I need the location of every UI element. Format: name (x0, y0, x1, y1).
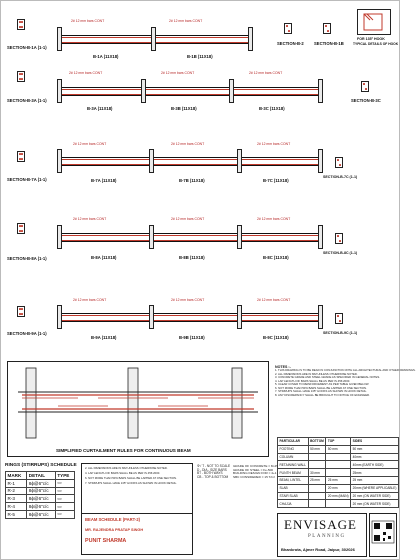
note-line: 6. NOT MORE THAN 50% BARS SHALL BE LAPPED AT ONE SECTION. (275, 385, 367, 390)
title-block (81, 513, 193, 555)
rebar-callout: 2# 12 mm bars CONT (73, 142, 107, 146)
section-label: SECTION-B-7A (1-1) (7, 177, 47, 182)
column-support (248, 27, 253, 51)
note-line: 7. STIRRUPS SHALL HAVE 135° HOOKS AS SHOWN IN HOOK DETAIL. (85, 481, 177, 485)
span-label: B-3B (11X18) (171, 106, 197, 111)
firm-tagline: PLANNING (308, 534, 346, 539)
table-cell: 8ϕ@6"c/c (27, 479, 56, 487)
top-rebar (61, 159, 319, 160)
table-row (6, 510, 75, 518)
column-support (237, 305, 242, 329)
section-detail (335, 233, 343, 244)
rebar-callout: 2# 12 mm bars CONT (171, 298, 205, 302)
note-line: 2. ALL DIMENSIONS ARE IN MM UNLESS OTHERWISE NOTED. (275, 371, 358, 376)
bottom-rebar (61, 320, 319, 321)
table-cell: 20mm (WHERE APPLICABLE) (352, 486, 397, 491)
table-cell: 25 mm (351, 476, 399, 484)
span-label: B-9C (11X18) (263, 335, 289, 340)
table-cell: R-2 (6, 487, 27, 495)
table-cell: 40mm (EARTH SIDE) (351, 461, 399, 469)
section-label: SECTION-B-3C (351, 98, 381, 103)
note-line: 2. ALL DIMENSIONS ARE IN MM UNLESS OTHERWISE NOTED. (85, 466, 168, 470)
column-support (318, 225, 323, 249)
table-cell: FOOTING (278, 445, 309, 453)
section-label: SECTION-B-8A (1-1) (7, 256, 47, 261)
symbol-line: BT - BOTH WAYS (197, 471, 223, 475)
table-cell (308, 500, 326, 508)
client-name: PUNIT SHARMA (85, 538, 127, 544)
section-label: SECTION-B-9C (1-1) (323, 331, 358, 335)
sheet-title: BEAM SCHEDULE (PART-2) (85, 517, 141, 522)
symbol-line: D - DIA - SIZE BARS (197, 467, 227, 472)
column-support (149, 225, 154, 249)
span-label: B-8B (11X18) (179, 255, 205, 260)
span-label: B-1B (11X18) (187, 54, 213, 59)
rebar-callout: 2# 12 mm bars CONT (257, 142, 291, 146)
column-support (57, 305, 62, 329)
section-detail (17, 19, 25, 30)
stirrup-type-icon: ▭ (55, 487, 74, 495)
table-header: TOP (326, 438, 351, 446)
section-label: SECTION-B-7C (1-1) (323, 175, 358, 179)
table-cell: R-3 (6, 495, 27, 503)
table-cell: 8ϕ@6"c/c (27, 495, 56, 503)
section-detail (284, 23, 292, 34)
span-label: B-8C (11X18) (263, 255, 289, 260)
table-cell (326, 469, 351, 477)
table-row (278, 484, 399, 492)
rebar-callout: 2# 12 mm bars CONT (257, 298, 291, 302)
hook-icon (358, 10, 390, 34)
symbol-line: Φ / T - NOT TO SCALE (197, 464, 231, 468)
firm-address: Bhankrota, Ajmer Road, Jaipur, 302026 (281, 547, 355, 552)
hook-title: FOR 135° HOOK (357, 37, 385, 41)
bottom-rebar (61, 240, 319, 241)
note-line: 4. LAP LENGTH OF BARS SHALL BE AS PER IS 456:2000. (85, 471, 161, 475)
grade-line: SBC CONSIDERED = 15 T/m² (233, 474, 275, 479)
note-line: 7. STIRRUPS SHALL HAVE 135° HOOKS AS SHOWN IN HOOK DETAIL. (275, 389, 367, 393)
table-row (6, 503, 75, 511)
rebar-callout: 2# 12 mm bars CONT (171, 142, 205, 146)
table-cell (326, 500, 351, 508)
note-line: 3. CONCRETE GRADE AND STEEL GRADE AS SPECIFIED IN GENERAL NOTES. (275, 375, 381, 379)
table-cell (308, 484, 326, 492)
table-header: PARTICULAR (278, 438, 309, 446)
span-label: B-9B (11X18) (179, 335, 205, 340)
table-cell (308, 453, 326, 461)
grade-line: GRADE OF CONCRETE = M-25 (233, 464, 278, 468)
table-row (6, 487, 75, 495)
table-cell: PLINTH BEAM (278, 469, 309, 477)
span-label: B-3A (11X18) (87, 106, 113, 111)
note-line: 5. CLEAR COVER TO REINFORCEMENT AS PER TABLE GIVEN BELOW. (275, 382, 370, 386)
table-header: TYPE (55, 472, 74, 480)
ring-schedule-table (5, 471, 75, 519)
column-support (229, 79, 234, 103)
section-detail (17, 71, 25, 82)
qr-code-icon (371, 520, 395, 544)
table-row (278, 453, 399, 461)
section-detail (17, 223, 25, 234)
column-support (151, 27, 156, 51)
column-support (57, 27, 62, 51)
table-cell (308, 492, 326, 500)
table-row (278, 492, 399, 500)
clear-cover-table (277, 437, 399, 508)
grade-line: BUILDING DESIGN FOR = 4+1 (233, 471, 277, 475)
table-cell: COLUMN (278, 453, 309, 461)
span-label: B-7C (11X18) (263, 178, 289, 183)
curtailment-title: SIMPLIFIED CURTAILMENT RULES FOR CONTINUOUS BEAM (56, 448, 191, 453)
qr-block (369, 513, 397, 557)
table-cell: 8ϕ@6"c/c (27, 487, 56, 495)
table-cell: RETAINING WALL (279, 462, 307, 467)
section-label: SECTION-B-8C (1-1) (323, 251, 358, 255)
ring-schedule-title: RINGS (STIRRUPS) SCHEDULE (5, 463, 77, 468)
section-label: SECTION-B-1B (314, 41, 344, 46)
rebar-callout: 2# 12 mm bars CONT (73, 217, 107, 221)
note-line: 4. LAP LENGTH OF BARS SHALL BE AS PER IS 456:2000. (275, 378, 351, 383)
table-header: BOTTOM (310, 439, 324, 444)
span-label: B-7A (11X18) (91, 178, 117, 183)
bottom-rebar (61, 164, 319, 165)
span-label: B-8A (11X18) (91, 255, 117, 260)
column-support (149, 305, 154, 329)
table-cell: SLAB (278, 484, 309, 492)
column-support (149, 149, 154, 173)
table-header: DETAIL (27, 472, 56, 480)
column-support (57, 149, 62, 173)
section-detail (323, 23, 331, 34)
symbol-line: CB - TOP & BOTTOM (197, 474, 229, 479)
table-cell: 50 mm (326, 445, 351, 453)
rebar-callout: 2# 12 mm bars CONT (161, 71, 195, 75)
table-cell: STAIR SLAB (278, 492, 309, 500)
section-label: SECTION-B-3A (1-1) (7, 98, 47, 103)
span-label: B-7B (11X18) (179, 178, 205, 183)
general-notes (275, 365, 416, 397)
note-line: 6. NOT MORE THAN 50% BARS SHALL BE LAPPED AT ONE SECTION. (85, 476, 177, 480)
table-cell: 50 mm (351, 445, 399, 453)
table-cell: 20 mm (MAIN) (327, 493, 349, 498)
table-cell: 25mm (351, 469, 399, 477)
hook-subtitle: TYPICAL DETAILS OF HOOK (353, 42, 399, 46)
table-cell: 30 mm (308, 469, 326, 477)
table-cell: R-5 (6, 510, 27, 518)
project-name: MR. RAJENDRA PRATAP SINGH (85, 528, 144, 532)
span-label: B-3C (11X18) (259, 106, 285, 111)
curtailment-diagram (8, 362, 268, 442)
rebar-callout: 2# 12 mm bars CONT (71, 19, 105, 23)
section-detail (361, 81, 369, 92)
column-support (141, 79, 146, 103)
table-cell: 25 mm (326, 476, 351, 484)
column-support (57, 79, 62, 103)
firm-logo: ENVISAGE (284, 517, 357, 532)
table-header: MARK (6, 472, 27, 480)
section-detail (17, 151, 25, 162)
table-row (6, 495, 75, 503)
hook-detail-box (357, 9, 391, 35)
table-row (6, 479, 75, 487)
table-header-row (6, 472, 75, 480)
rebar-callout: 2# 12 mm bars CONT (171, 217, 205, 221)
rebar-callout: 2# 12 mm bars CONT (69, 71, 103, 75)
section-detail (335, 313, 343, 324)
bottom-rebar (61, 94, 319, 95)
top-rebar (61, 89, 319, 90)
table-cell: 8ϕ@6"c/c (27, 510, 56, 518)
table-cell: R-1 (6, 479, 27, 487)
column-support (318, 149, 323, 173)
column-support (318, 305, 323, 329)
stirrup-type-icon: ▭ (55, 495, 74, 503)
table-row (278, 469, 399, 477)
table-cell (326, 461, 351, 469)
table-row (278, 445, 399, 453)
table-cell: BEAM, LINTEL (278, 476, 309, 484)
firm-block (277, 513, 367, 557)
rebar-callout: 2# 12 mm bars CONT (249, 71, 283, 75)
notes-title: NOTES :- (275, 365, 291, 369)
column-support (237, 225, 242, 249)
table-cell: 20 mm (326, 484, 351, 492)
curtailment-detail-box (7, 361, 269, 457)
stirrup-type-icon: ▭ (55, 510, 74, 518)
table-cell: 25 mm (308, 476, 326, 484)
column-support (318, 79, 323, 103)
table-cell: 50 mm (308, 445, 326, 453)
table-cell: CHAJJA (278, 500, 309, 508)
section-label: SECTION-B-1A (1-1) (7, 45, 47, 50)
section-label: SECTION-B-2 (277, 41, 304, 46)
section-detail (17, 306, 25, 317)
table-cell: 8ϕ@6"c/c (27, 503, 56, 511)
top-rebar (61, 235, 319, 236)
note-line: 8. ANY DISCREPANCY SHALL BE BROUGHT TO NOTICE OF ENGINEER. (275, 392, 370, 397)
table-cell: 20 mm (ON WATER SIDE) (351, 500, 399, 508)
table-header: SIDES (351, 438, 399, 446)
grade-line: GRADE OF STEEL = Fe-500 (233, 467, 274, 472)
span-label: B-9A (11X18) (91, 335, 117, 340)
table-row (278, 476, 399, 484)
section-label: SECTION-B-9A (1-1) (7, 331, 47, 336)
table-row (278, 500, 399, 508)
stirrup-type-icon: ▭ (55, 503, 74, 511)
stirrup-type-icon: ▭ (55, 479, 74, 487)
rebar-callout: 2# 12 mm bars CONT (257, 217, 291, 221)
top-rebar (61, 315, 319, 316)
section-detail (335, 157, 343, 168)
rebar-callout: 2# 12 mm bars CONT (169, 19, 203, 23)
span-label: B-1A (11X18) (93, 54, 119, 59)
grade-notes (233, 465, 277, 479)
column-support (237, 149, 242, 173)
table-cell: 40mm (351, 453, 399, 461)
column-support (57, 225, 62, 249)
note-line: 1. THIS DRAWING IS TO BE READ IN CONJUNCTION WITH ALL ARCHITECTURAL AND OTHER DRAWINGS. (275, 368, 416, 372)
rebar-callout: 2# 12 mm bars CONT (73, 298, 107, 302)
table-cell (308, 461, 326, 469)
table-cell (326, 453, 351, 461)
table-cell: R-4 (6, 503, 27, 511)
table-cell: 20 mm (ON WATER SIDE) (351, 492, 399, 500)
table-header-row (278, 438, 399, 446)
table-row (278, 461, 399, 469)
